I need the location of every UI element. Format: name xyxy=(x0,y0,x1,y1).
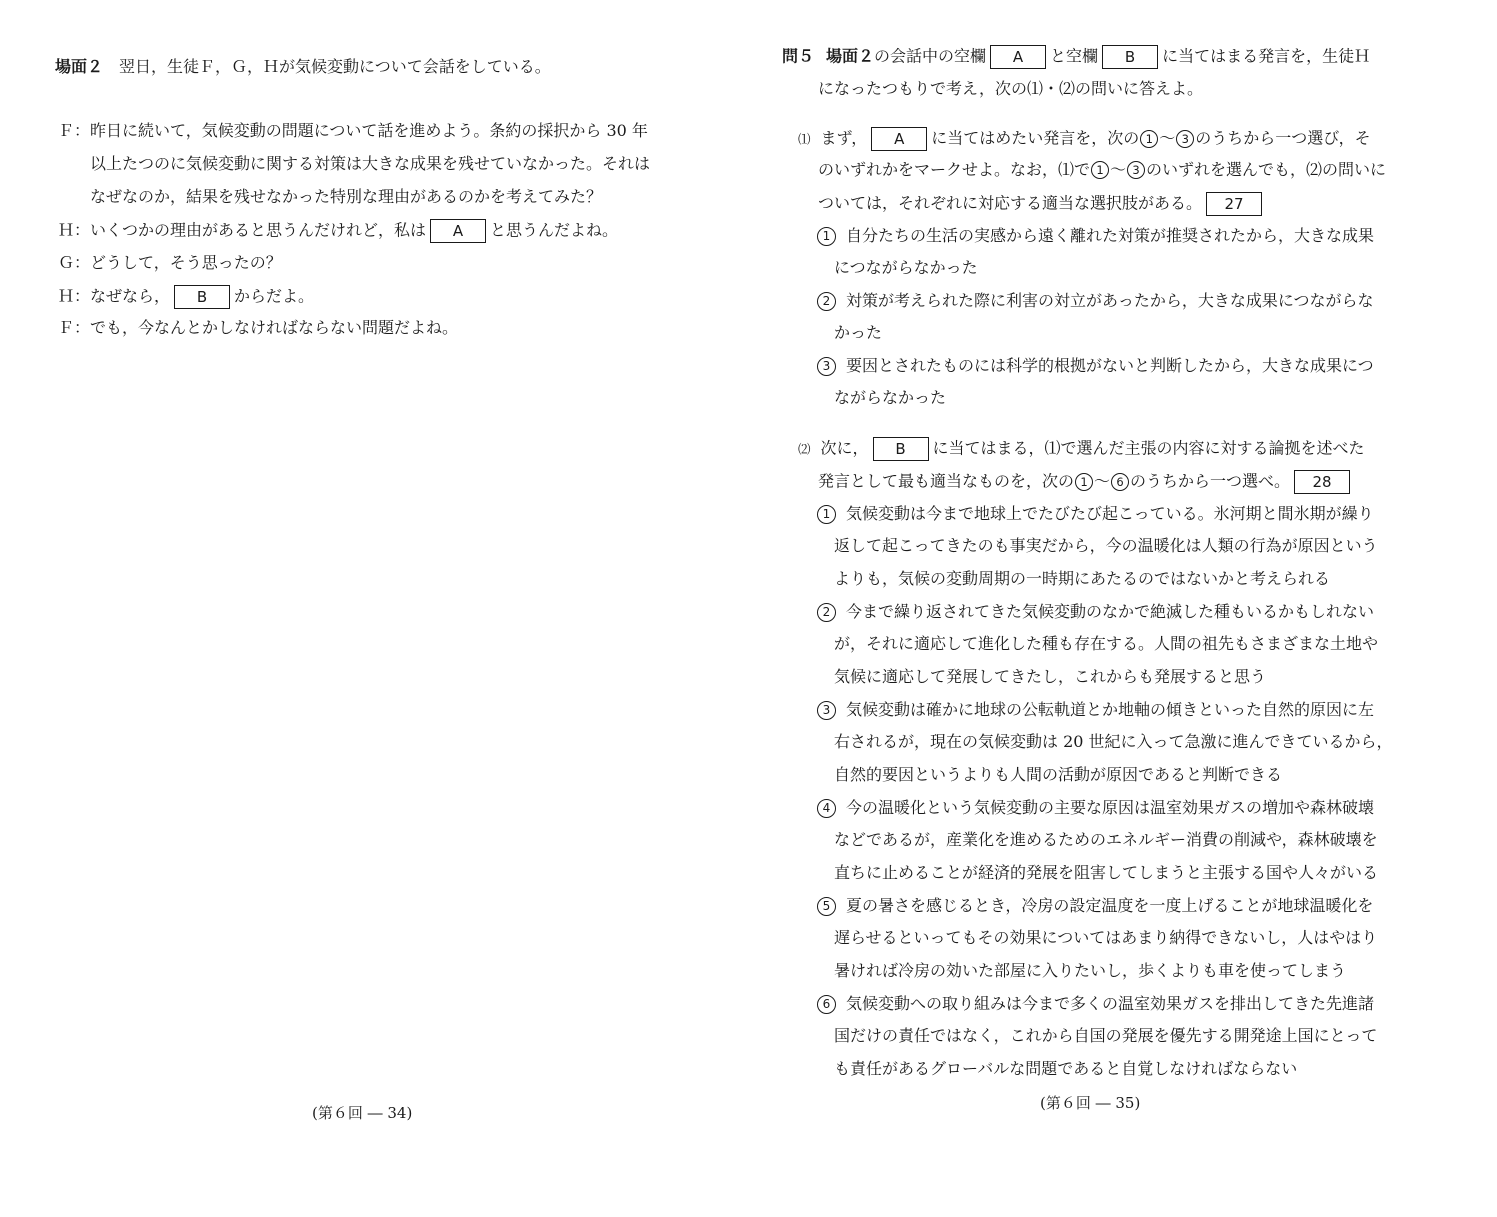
part-text: のうちから一つ選べ。 xyxy=(1130,471,1291,491)
option-5-cont: 暑ければ冷房の効いた部屋に入りたいし，歩くよりも車を使ってしまう xyxy=(834,961,1347,980)
part-text: 次に， xyxy=(820,438,869,458)
circled-1-icon: 1 xyxy=(1140,130,1158,148)
option-1-cont: につながらなかった xyxy=(834,258,978,277)
option-4-cont: 直ちに止めることが経済的発展を阻害してしまうと主張する国や人々がいる xyxy=(834,863,1379,882)
circled-3-icon: 3 xyxy=(1127,161,1145,179)
question-text: の会話中の空欄 xyxy=(874,46,987,66)
dialogue-h1 xyxy=(58,219,618,241)
option-6[interactable] xyxy=(816,993,1374,1015)
option-5[interactable] xyxy=(816,895,1373,917)
speaker-label: Ｆ： xyxy=(58,121,91,140)
option-text: 気候変動への取り組みは今まで多くの温室効果ガスを排出してきた先進諸 xyxy=(846,994,1375,1013)
circled-1-icon: 1 xyxy=(1091,161,1109,179)
dialogue-f1-cont: なぜなのか，結果を残せなかった特別な理由があるのかを考えてみた？ xyxy=(90,187,603,206)
left-page xyxy=(0,0,748,1217)
speaker-label: Ｆ： xyxy=(58,318,91,337)
part-text: 発言として最も適当なものを，次の xyxy=(818,471,1075,491)
part2-line1 xyxy=(798,437,1365,459)
option-text: 気候変動は確かに地球の公転軌道とか地軸の傾きといった自然的原因に左 xyxy=(846,700,1375,719)
dialogue-f1 xyxy=(58,120,648,142)
blank-box-a: A xyxy=(871,127,927,151)
option-1-cont: 返して起こってきたのも事実だから，今の温暖化は人類の行為が原因という xyxy=(834,536,1378,555)
circled-1-icon: 1 xyxy=(817,505,836,524)
option-text: 気候変動は今まで地球上でたびたび起こっている。氷河期と間氷期が繰り xyxy=(846,504,1374,523)
dialogue-g1 xyxy=(58,252,282,274)
question-text-cont: になったつもりで考え，次の⑴・⑵の問いに答えよ。 xyxy=(818,79,1203,98)
part-text: のいずれを選んでも，⑵の問いに xyxy=(1146,160,1387,179)
dialogue-f1-cont: 以上たつのに気候変動に関する対策は大きな成果を残せていなかった。それは xyxy=(90,154,651,173)
option-2[interactable] xyxy=(816,290,1374,312)
dialogue-text: でも，今なんとかしなければならない問題だよね。 xyxy=(90,318,459,337)
option-5-cont: 遅らせるといってもその効果についてはあまり納得できないし，人はやはり xyxy=(834,928,1378,947)
dialogue-text: からだよ。 xyxy=(234,286,315,306)
option-text: 夏の暑さを感じるとき，冷房の設定温度を一度上げることが地球温暖化を xyxy=(846,896,1374,915)
circled-1-icon: 1 xyxy=(817,227,836,246)
page-number-right: (第６回 ― 35) xyxy=(1040,1094,1141,1112)
part-text: のいずれかをマークせよ。なお，⑴で xyxy=(818,160,1091,179)
option-2-cont: が，それに適応して進化した種も存在する。人間の祖先もさまざまな土地や xyxy=(834,634,1379,653)
dialogue-text: と思うんだよね。 xyxy=(490,220,619,240)
range-tilde: ～ xyxy=(1110,160,1127,179)
range-tilde: ～ xyxy=(1159,128,1176,148)
question-text: に当てはまる発言を，生徒Ｈ xyxy=(1162,46,1371,66)
option-3-cont: ながらなかった xyxy=(834,388,947,407)
option-3-cont: 自然的要因というよりも人間の活動が原因であると判断できる xyxy=(834,765,1283,784)
option-2-cont: かった xyxy=(834,323,883,342)
question-text: と空欄 xyxy=(1050,46,1099,66)
circled-4-icon: 4 xyxy=(817,799,836,818)
part1-line2 xyxy=(818,159,1386,181)
part-text: に当てはまる，⑴で選んだ主張の内容に対する論拠を述べた xyxy=(932,438,1365,458)
part1-line1 xyxy=(798,127,1371,149)
right-page xyxy=(748,0,1497,1217)
option-3-cont: 右されるが，現在の気候変動は 20 世紀に入って急激に進んできているから， xyxy=(834,732,1393,751)
speaker-label: Ｈ： xyxy=(58,286,91,306)
speaker-label: Ｇ： xyxy=(58,253,91,272)
part-text: のうちから一つ選び，そ xyxy=(1195,128,1371,148)
part-text: に当てはめたい発言を，次の xyxy=(931,128,1140,148)
dialogue-h2 xyxy=(58,285,314,307)
option-1[interactable] xyxy=(816,503,1374,525)
circled-3-icon: 3 xyxy=(1176,130,1194,148)
page-number-left: (第６回 ― 34) xyxy=(312,1104,413,1122)
answer-number-box[interactable]: 28 xyxy=(1294,470,1350,494)
option-text: 今まで繰り返されてきた気候変動のなかで絶滅した種もいるかもしれない xyxy=(846,602,1375,621)
dialogue-text: どうして，そう思ったの？ xyxy=(90,253,282,272)
part-number: ⑴ xyxy=(798,131,811,147)
option-text: 要因とされたものには科学的根拠がないと判断したから，大きな成果につ xyxy=(846,356,1374,375)
answer-number-box[interactable]: 27 xyxy=(1206,192,1262,216)
scene-ref: 場面２ xyxy=(826,46,875,66)
part1-line3 xyxy=(818,192,1266,214)
option-4-cont: などであるが，産業化を進めるためのエネルギー消費の削減や，森林破壊を xyxy=(834,830,1378,849)
blank-box-b: B xyxy=(1102,45,1158,69)
part-number: ⑵ xyxy=(798,441,811,457)
dialogue-text: 昨日に続いて，気候変動の問題について話を進めよう。条約の採択から 30 年 xyxy=(90,121,648,140)
circled-6-icon: 6 xyxy=(1111,473,1129,491)
option-text: 自分たちの生活の実感から遠く離れた対策が推奨されたから，大きな成果 xyxy=(846,226,1375,245)
circled-2-icon: 2 xyxy=(817,292,836,311)
question-header xyxy=(782,45,1370,67)
scene-heading xyxy=(55,56,551,78)
circled-3-icon: 3 xyxy=(817,701,836,720)
circled-6-icon: 6 xyxy=(817,995,836,1014)
part2-line2 xyxy=(818,470,1354,492)
dialogue-text: なぜなら， xyxy=(90,286,171,306)
circled-1-icon: 1 xyxy=(1075,473,1093,491)
option-3[interactable] xyxy=(816,355,1374,377)
option-2-cont: 気候に適応して発展してきたし，これからも発展すると思う xyxy=(834,667,1267,686)
scene-description: 翌日，生徒Ｆ，Ｇ，Ｈが気候変動について会話をしている。 xyxy=(119,57,551,76)
option-text: 今の温暖化という気候変動の主要な原因は温室効果ガスの増加や森林破壊 xyxy=(846,798,1375,817)
scene-label: 場面２ xyxy=(55,57,104,76)
option-6-cont: も責任があるグローバルな問題であると自覚しなければならない xyxy=(834,1059,1298,1078)
question-label: 問５ xyxy=(782,46,815,66)
option-1[interactable] xyxy=(816,225,1374,247)
circled-3-icon: 3 xyxy=(817,357,836,376)
range-tilde: ～ xyxy=(1094,471,1111,491)
part-text: ついては，それぞれに対応する適当な選択肢がある。 xyxy=(818,193,1203,213)
circled-2-icon: 2 xyxy=(817,603,836,622)
option-text: 対策が考えられた際に利害の対立があったから，大きな成果につながらな xyxy=(846,291,1374,310)
part-text: まず， xyxy=(820,128,868,148)
option-4[interactable] xyxy=(816,797,1374,819)
blank-box-b: B xyxy=(873,437,929,461)
speaker-label: Ｈ： xyxy=(58,220,91,240)
option-6-cont: 国だけの責任ではなく，これから自国の発展を優先する開発途上国にとって xyxy=(834,1026,1378,1045)
option-2[interactable] xyxy=(816,601,1374,623)
circled-5-icon: 5 xyxy=(817,897,836,916)
option-3[interactable] xyxy=(816,699,1374,721)
blank-box-b: B xyxy=(174,285,230,309)
blank-box-a: A xyxy=(430,219,486,243)
blank-box-a: A xyxy=(990,45,1046,69)
dialogue-f2 xyxy=(58,317,458,339)
option-1-cont: よりも，気候の変動周期の一時期にあたるのではないかと考えられる xyxy=(834,569,1331,588)
dialogue-text: いくつかの理由があると思うんだけれど，私は xyxy=(90,220,427,240)
